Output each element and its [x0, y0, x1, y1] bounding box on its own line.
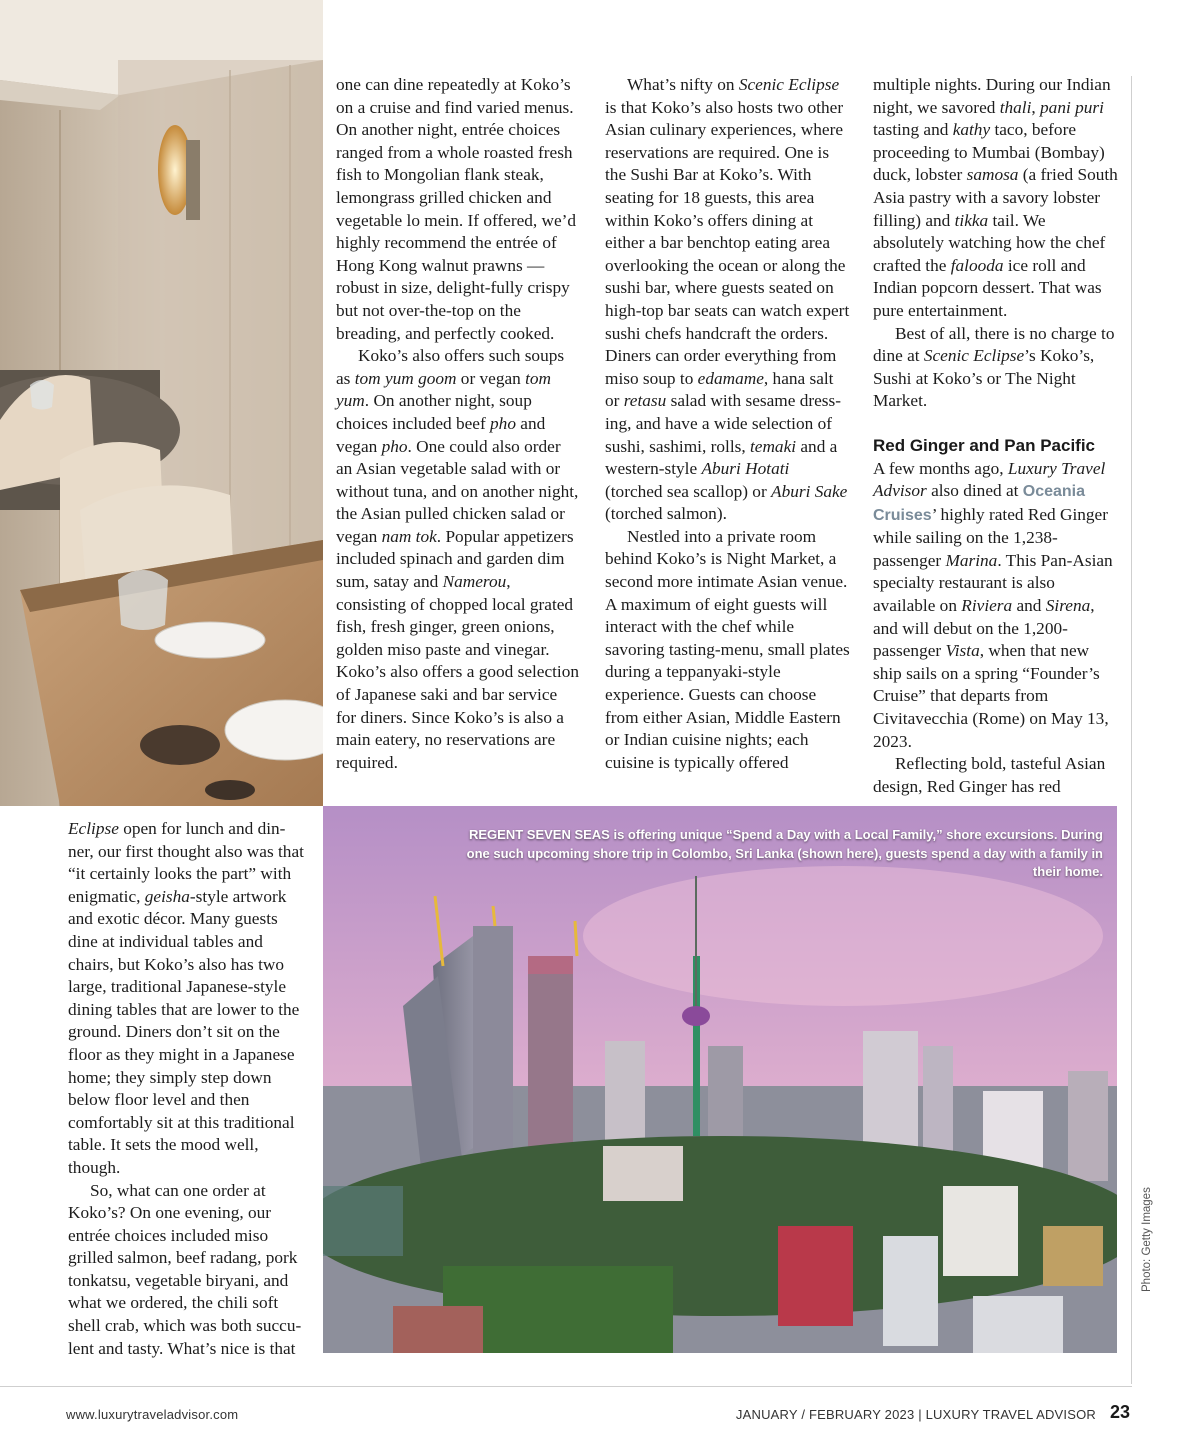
footer-rule — [0, 1386, 1132, 1387]
paragraph: What’s nifty on Scenic Eclipse is that Koko’s also hosts two other Asian culinary experiences, where reservations are required. One is the Sushi Bar at Koko’s. With seating for 18 guests, this area within Koko’s offers dining at either a bar benchtop eating area overlooking the ocean or along the sushi bar, where guests seated on high-top bar seats can watch expert sushi chefs handcraft the orders. Diners can order everything from miso soup to edamame, hana salt or retasu salad with sesame dress-ing, and have a wide selection of sushi, sashimi, rolls, temaki and a western-style Aburi Hotati (torched sea scallop) or Aburi Sake (torched salmon). — [605, 75, 850, 524]
paragraph: Best of all, there is no charge to dine at Scenic Eclipse’s Koko’s, Sushi at Koko’s or The Night Market. — [873, 323, 1115, 411]
article-column-3 — [873, 74, 1118, 798]
footer-separator: | — [918, 1407, 922, 1422]
article-column-2 — [605, 74, 850, 774]
article-column-4 — [68, 818, 310, 1360]
colombo-skyline-photo — [323, 806, 1117, 1353]
restaurant-photo — [0, 0, 323, 806]
article-column-1 — [336, 74, 580, 774]
paragraph: multiple nights. During our Indian night, we savored thali, pani puri tasting and kathy taco, before proceeding to Mumbai (Bombay) duck, lobster samosa (a fried South Asia pastry with a savory lobster filling) and tikka tail. We absolutely watching how the chef crafted the falooda ice roll and Indian popcorn dessert. That was pure entertainment. — [873, 75, 1118, 320]
photo-caption: REGENT SEVEN SEAS is offering unique “Spend a Day with a Local Family,” shore excursions. During one such upcoming shore trip in Colombo, Sri Lanka (shown here), guests spend a day with a family in their home. — [466, 827, 1103, 879]
paragraph: Nestled into a private room behind Koko’s is Night Market, a second more intimate Asian venue. A maximum of eight guests will interact with the chef while savoring tasting-menu, small plates during a teppanyaki-style experience. Guests can choose from either Asian, Middle Eastern or Indian cuisine nights; each cuisine is typically offered — [605, 526, 850, 772]
brand-name: Oceania Cruises — [873, 483, 1086, 524]
paragraph: A few months ago, Luxury Travel Advisor also dined at Oceania Cruises’ highly rated Red Ginger while sailing on the 1,238-passenger Marina. This Pan-Asian specialty restaurant is also available on Riviera and Sirena, and will debut on the 1,200-passenger Vista, when that new ship sails on a spring “Founder’s Cruise” that departs from Civitavecchia (Rome) on May 13, 2023. — [873, 458, 1113, 751]
column-rule — [1131, 76, 1132, 1384]
page-number: 23 — [1110, 1402, 1131, 1422]
paragraph: So, what can one order at Koko’s? On one evening, our entrée choices included miso grilled salmon, beef radang, pork tonkatsu, vegetable biryani, and what we ordered, the chili soft shell crab, which was both succu-lent and tasty. What’s nice is that — [68, 1180, 302, 1358]
publication-name: LUXURY TRAVEL ADVISOR — [925, 1407, 1096, 1422]
footer-issue — [736, 1404, 1096, 1426]
paragraph: Eclipse open for lunch and din-ner, our first thought also was that “it certainly looks the part” with enigmatic, geisha-style artwork and exotic décor. Many guests dine at individual tables and chairs, but Koko’s also has two large, traditional Japanese-style dining tables that are lower to the ground. Diners don’t sit on the floor as they might in a Japanese home; they simply step down below floor level and then comfortably sit at this traditional table. It sets the mood well, though. — [68, 819, 304, 1177]
paragraph: Koko’s also offers such soups as tom yum goom or vegan tom yum. On another night, soup choices included beef pho and vegan pho. One could also order an Asian vegetable salad with or without tuna, and on another night, the Asian pulled chicken salad or vegan nam tok. Popular appetizers included spinach and garden dim sum, satay and Namerou, consisting of chopped local grated fish, fresh ginger, green onions, golden miso paste and vinegar. Koko’s also offers a good selection of Japanese saki and bar service for diners. Since Koko’s is also a main eatery, no reservations are required. — [336, 346, 580, 772]
paragraph: Reflecting bold, tasteful Asian design, Red Ginger has red — [873, 754, 1106, 796]
paragraph: one can dine repeatedly at Koko’s on a cruise and find varied menus. On another night, entrée choices ranged from a whole roasted fresh fish to Mongolian flank steak, lemongrass grilled chicken and vegetable lo mein. If offered, we’d highly recommend the entrée of Hong Kong walnut prawns — robust in size, delight-fully crispy but not over-the-top on the breading, and perfectly cooked. — [336, 75, 577, 343]
issue-date: JANUARY / FEBRUARY 2023 — [735, 1407, 915, 1422]
footer-url: www.luxurytraveladvisor.com — [66, 1407, 239, 1422]
photo-credit: Photo: Getty Images — [1141, 1187, 1153, 1292]
section-subheading: Red Ginger and Pan Pacific — [873, 435, 1096, 455]
